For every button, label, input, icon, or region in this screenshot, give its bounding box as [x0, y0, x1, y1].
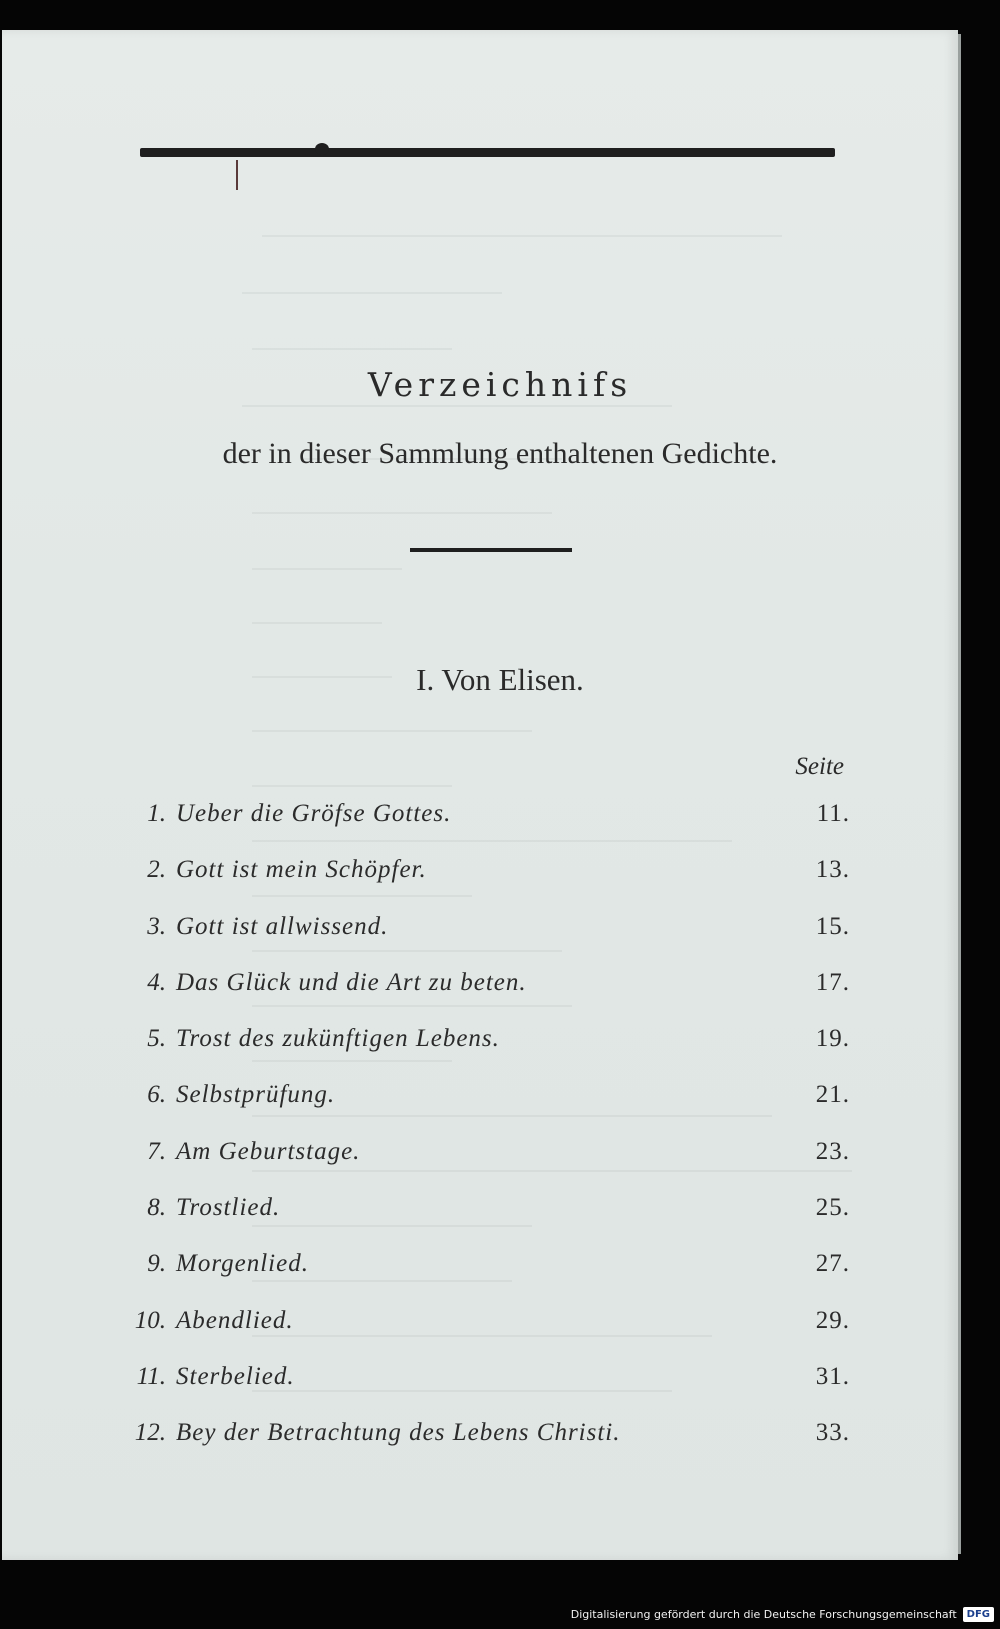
toc-entry [120, 1363, 850, 1419]
entry-title: Selbstprüfung. [176, 1081, 336, 1109]
entry-page: 11. [816, 800, 850, 827]
page-column-header: Seite [795, 753, 844, 780]
divider-rule [410, 548, 572, 552]
toc-entry [120, 1194, 850, 1250]
toc-entry [120, 969, 850, 1025]
entry-number: 9. [147, 1250, 166, 1278]
entry-page: 17. [815, 968, 850, 996]
digitization-credit [571, 1603, 994, 1625]
entry-title: Abendlied. [176, 1306, 294, 1334]
entry-number: 11. [136, 1362, 166, 1390]
entry-page: 21. [815, 1081, 850, 1109]
entry-title: Trost des zukünftigen Lebens. [176, 1025, 500, 1053]
entry-page: 19. [815, 1025, 850, 1053]
page-edge [958, 34, 961, 1554]
entry-number: 4. [147, 968, 166, 996]
credit-text: Digitalisierung gefördert durch die Deutsche Forschungsgemeinschaft [570, 1607, 957, 1621]
rule-ink-blot [315, 143, 329, 155]
entry-page: 31. [815, 1362, 850, 1390]
entry-title: Am Geburtstage. [176, 1137, 361, 1165]
page-subtitle: der in dieser Sammlung enthaltenen Gedichte. [222, 437, 778, 470]
toc-entry [120, 1307, 850, 1363]
entry-title: Gott ist mein Schöpfer. [176, 856, 427, 884]
entry-page: 29. [815, 1306, 850, 1334]
entry-page: 13. [815, 856, 850, 884]
page-title: Verzeichnifs [367, 365, 633, 404]
dfg-logo: DFG [963, 1607, 994, 1622]
toc-entry [120, 800, 850, 856]
entry-number: 8. [147, 1194, 166, 1222]
entry-number: 5. [147, 1025, 166, 1053]
entry-number: 7. [147, 1137, 166, 1165]
entry-title: Sterbelied. [176, 1362, 295, 1390]
toc-entry [120, 1025, 850, 1081]
entry-number: 1. [147, 800, 166, 827]
entry-title: Bey der Betrachtung des Lebens Christi. [176, 1419, 621, 1447]
entry-number: 3. [147, 912, 166, 940]
toc-entry [120, 1138, 850, 1194]
entry-title: Ueber die Gröfse Gottes. [176, 800, 452, 827]
entry-number: 2. [147, 856, 166, 884]
entry-page: 25. [815, 1194, 850, 1222]
entry-page: 23. [815, 1137, 850, 1165]
entry-title: Das Glück und die Art zu beten. [176, 968, 527, 996]
entry-title: Morgenlied. [176, 1250, 309, 1278]
entry-title: Trostlied. [176, 1194, 281, 1222]
entry-number: 12. [134, 1419, 166, 1447]
toc-entry [120, 856, 850, 912]
toc-entry [120, 1419, 850, 1475]
entry-page: 33. [815, 1419, 850, 1447]
entry-page: 15. [815, 912, 850, 940]
section-heading: I. Von Elisen. [416, 662, 584, 697]
toc-entry [120, 1081, 850, 1137]
entry-number: 10. [134, 1306, 166, 1334]
entry-number: 6. [147, 1081, 166, 1109]
entry-page: 27. [815, 1250, 850, 1278]
toc-entry [120, 913, 850, 969]
entry-title: Gott ist allwissend. [176, 912, 389, 940]
toc-entry [120, 1250, 850, 1306]
ink-mark [236, 160, 238, 190]
table-of-contents [120, 800, 850, 1476]
top-ornament-rule [140, 148, 835, 157]
